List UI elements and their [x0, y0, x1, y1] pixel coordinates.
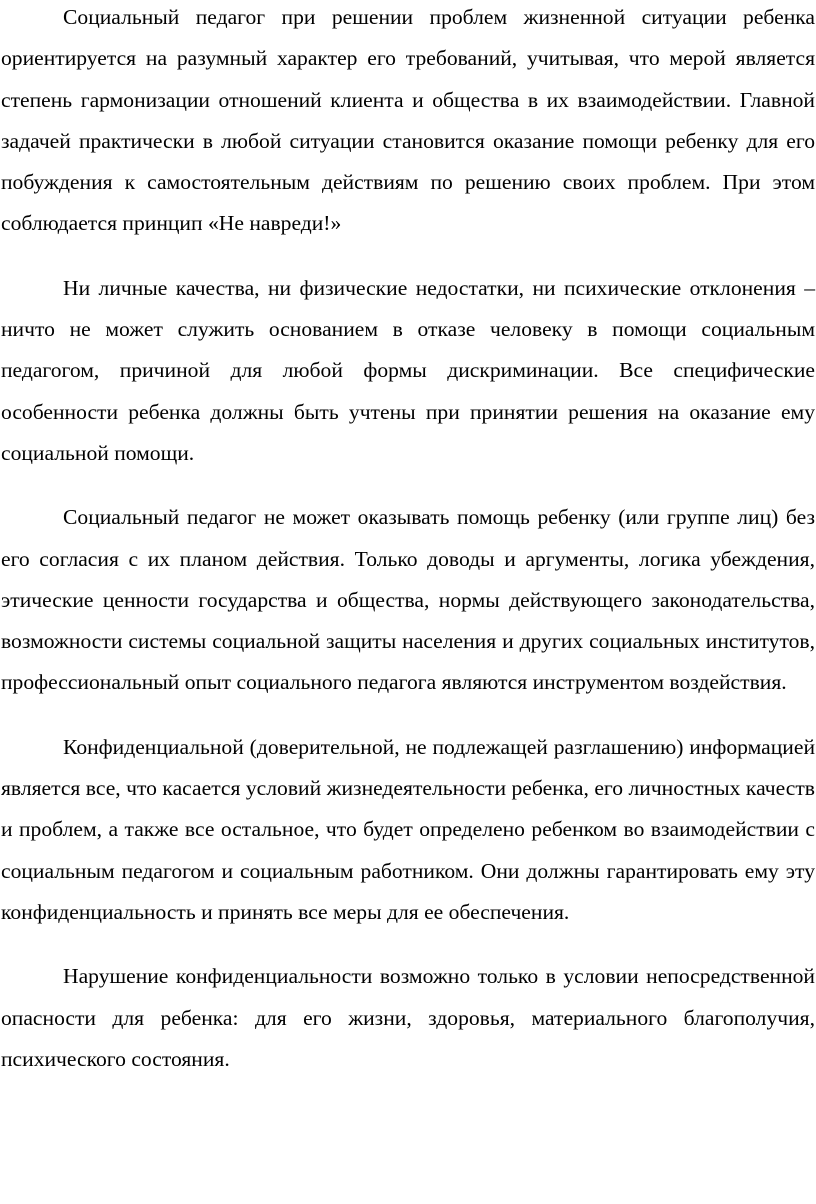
paragraph-5: Нарушение конфиденциальности возможно только в условии непосредственной опасности для ребенка: для его жизни, здоровья, материального благополучия, психического состояния.	[1, 964, 815, 1071]
paragraph-1: Социальный педагог при решении проблем жизненной ситуации ребенка ориентируется на разумный характер его требований, учитывая, что мерой является степень гармонизации отношений клиента и общества в их взаимодействии. Главной задачей практически в любой ситуации становится оказание помощи ребенку для его побуждения к самостоятельным действиям по решению своих проблем. При этом соблюдается принцип «Не навреди!»	[1, 5, 815, 236]
paragraph-3: Социальный педагог не может оказывать помощь ребенку (или группе лиц) без его согласия с их планом действия. Только доводы и аргументы, логика убеждения, этические ценности государства и общества, нормы действующего законодательства, возможности системы социальной защиты населения и других социальных институтов, профессиональный опыт социального педагога являются инструментом воздействия.	[1, 505, 815, 695]
paragraph-2: Ни личные качества, ни физические недостатки, ни психические отклонения – ничто не может служить основанием в отказе человеку в помощи социальным педагогом, причиной для любой формы дискриминации. Все специфические особенности ребенка должны быть учтены при принятии решения на оказание ему социальной помощи.	[1, 275, 815, 465]
paragraph-4: Конфиденциальной (доверительной, не подлежащей разглашению) информацией является все, что касается условий жизнедеятельности ребенка, его личностных качеств и проблем, а также все остальное, что будет определено ребенком во взаимодействии с социальным педагогом и социальным работником. Они должны гарантировать ему эту конфиденциальность и принять все меры для ее обеспечения.	[1, 734, 815, 924]
